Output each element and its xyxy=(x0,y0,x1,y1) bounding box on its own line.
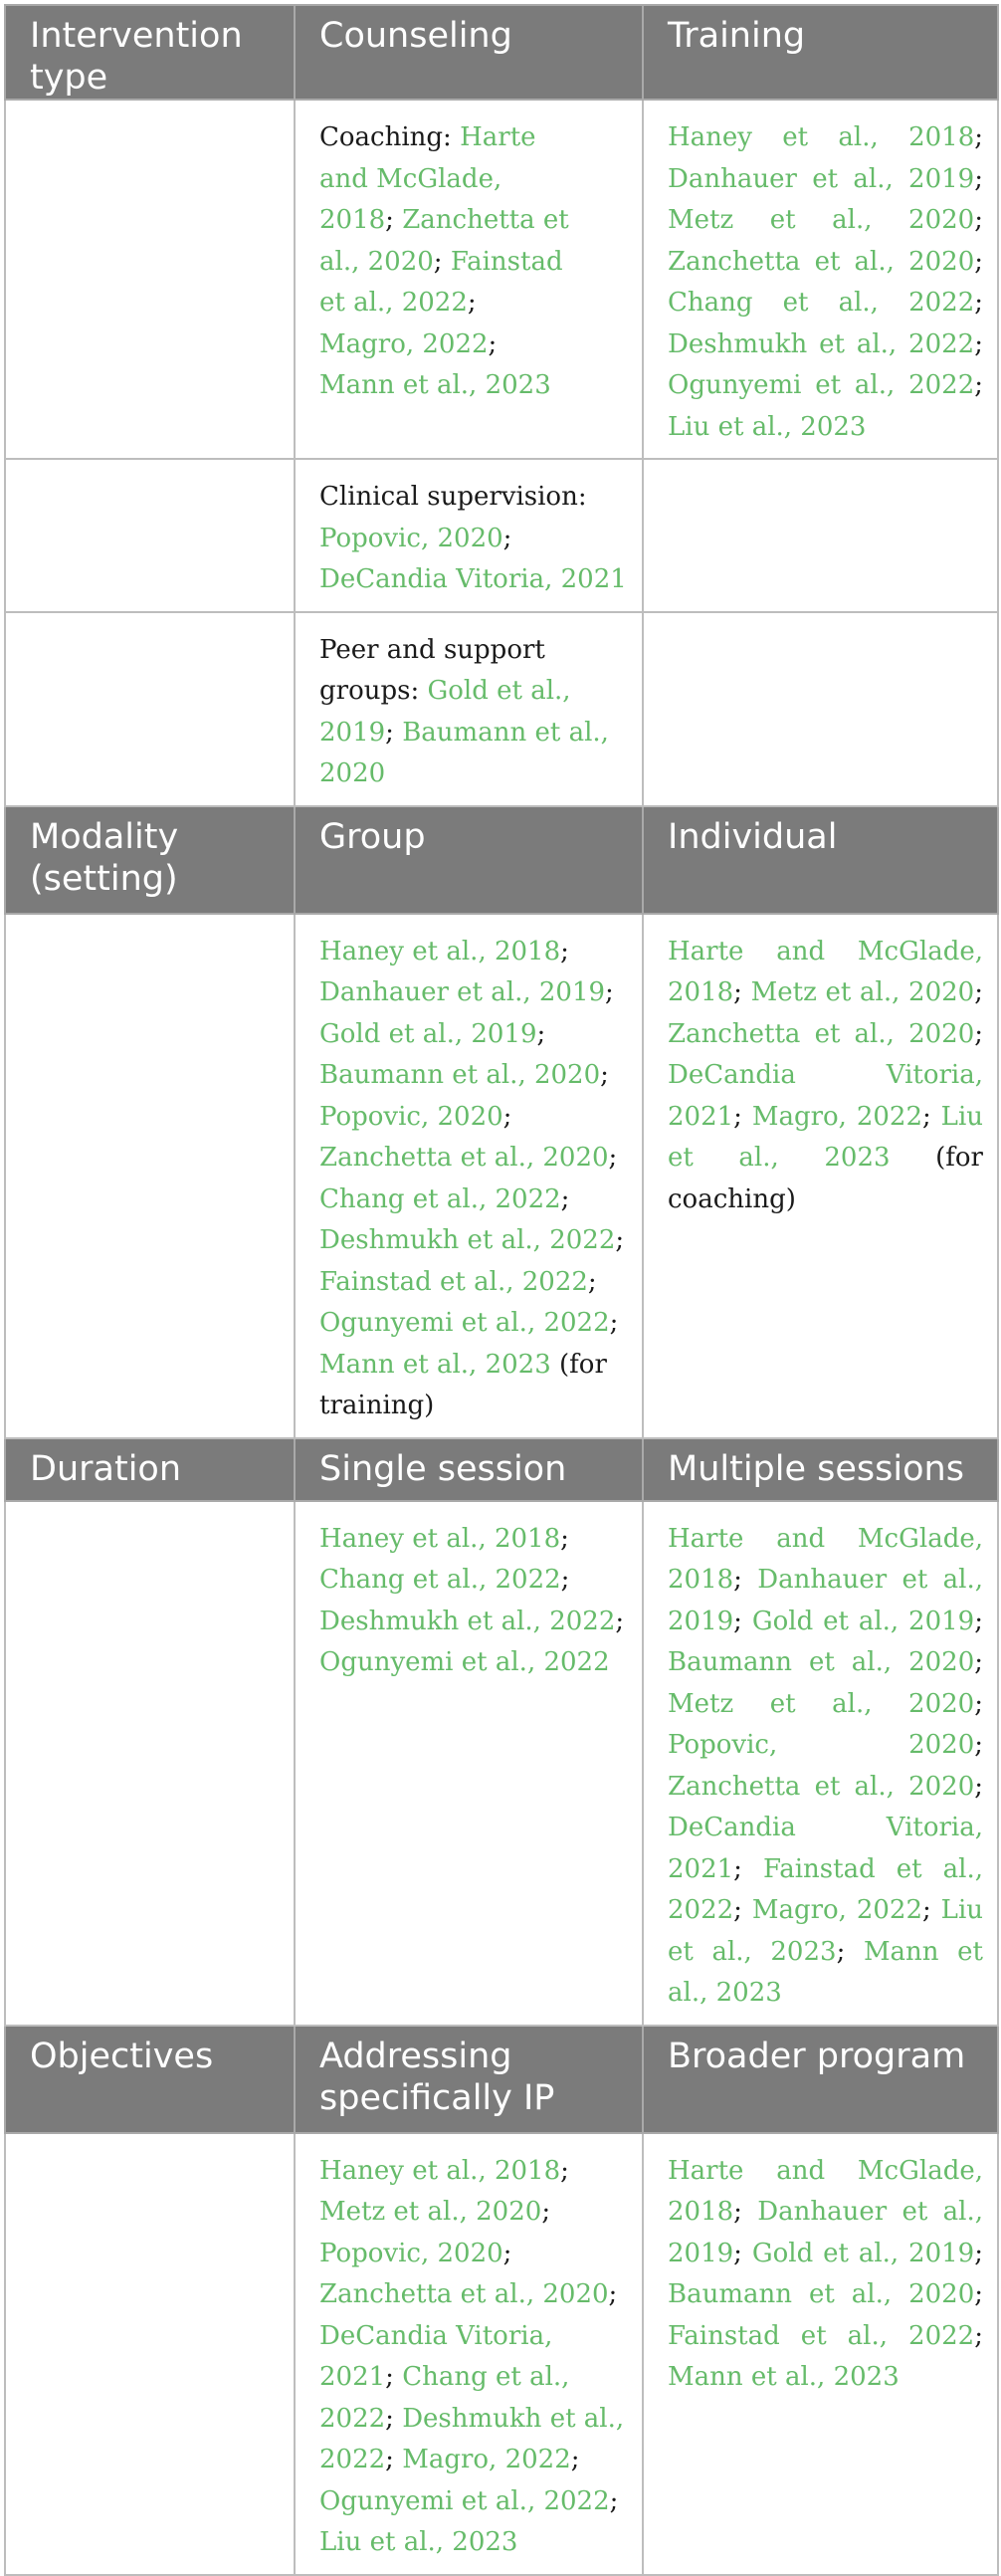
header-cell: Group xyxy=(295,806,643,914)
reference-link[interactable]: Zanchetta et al., 2020 xyxy=(668,246,975,277)
empty-cell xyxy=(5,459,295,612)
empty-cell xyxy=(5,1501,295,2026)
reference-link[interactable]: Harte and McGlade, 2018 xyxy=(668,1523,983,1595)
cell-label: Peer and support groups: xyxy=(319,634,545,706)
reference-link[interactable]: Liu et al., 2023 xyxy=(319,2527,518,2557)
header-cell: Intervention type xyxy=(5,5,295,100)
header-row-objectives xyxy=(5,2026,998,2133)
header-cell: Objectives xyxy=(5,2026,295,2133)
cell-addressing-ip: Haney et al., 2018; Metz et al., 2020; Popovic, 2020; Zanchetta et al., 2020; DeCandia Vitoria, 2021; Chang et al., 2022; Deshmukh et al., 2022; Magro, 2022; Ogunyemi et al., 2022; Liu et al., 2023 xyxy=(295,2133,643,2575)
reference-link[interactable]: Mann et al., 2023 xyxy=(319,1349,551,1380)
reference-link[interactable]: Baumann et al., 2020 xyxy=(319,1060,601,1090)
reference-link[interactable]: Liu et al., 2023 xyxy=(668,1895,983,1967)
reference-link[interactable]: Liu et al., 2023 xyxy=(668,411,867,442)
reference-link[interactable]: Harte and McGlade, 2018 xyxy=(668,2155,983,2227)
header-cell: Multiple sessions xyxy=(643,1438,998,1501)
cell-multiple-sessions: Harte and McGlade, 2018; Danhauer et al., 2019; Gold et al., 2019; Baumann et al., 2020; Metz et al., 2020; Popovic, 2020; Zanchetta et al., 2020; DeCandia Vitoria, 2021; Fainstad et al., 2022; Magro, 2022; Liu et al., 2023; Mann et al., 2023 xyxy=(643,1501,998,2026)
reference-link[interactable]: Popovic, 2020 xyxy=(319,2238,503,2268)
header-cell: Modality (setting) xyxy=(5,806,295,914)
reference-link[interactable]: Zanchetta et al., 2020 xyxy=(319,1143,609,1173)
reference-link[interactable]: Popovic, 2020 xyxy=(319,1101,503,1132)
reference-link[interactable]: Baumann et al., 2020 xyxy=(668,2279,975,2309)
reference-link[interactable]: DeCandia Vitoria, 2021 xyxy=(319,564,627,594)
reference-link[interactable]: DeCandia Vitoria, 2021 xyxy=(668,1813,983,1884)
reference-link[interactable]: Deshmukh et al., 2022 xyxy=(668,328,975,359)
cell-note: (for training) xyxy=(319,1349,607,1420)
reference-link[interactable]: Baumann et al., 2020 xyxy=(668,1647,975,1677)
cell-single-session: Haney et al., 2018; Chang et al., 2022; Deshmukh et al., 2022; Ogunyemi et al., 2022 xyxy=(295,1501,643,2026)
reference-link[interactable]: Ogunyemi et al., 2022 xyxy=(319,2485,610,2516)
reference-link[interactable]: Harte and McGlade, 2018 xyxy=(668,936,983,1007)
empty-cell xyxy=(5,612,295,806)
reference-link[interactable]: Danhauer et al., 2019 xyxy=(668,1565,983,1636)
reference-link[interactable]: Mann et al., 2023 xyxy=(668,1936,983,2008)
reference-link[interactable]: Haney et al., 2018 xyxy=(319,2155,561,2186)
reference-link[interactable]: Liu et al., 2023 xyxy=(668,1101,983,1173)
reference-link[interactable]: Magro, 2022 xyxy=(319,328,489,359)
reference-link[interactable]: Deshmukh et al., 2022 xyxy=(319,1225,616,1255)
header-cell: Counseling xyxy=(295,5,643,100)
header-cell: Individual xyxy=(643,806,998,914)
reference-link[interactable]: Haney et al., 2018 xyxy=(319,936,561,966)
reference-link[interactable]: Mann et al., 2023 xyxy=(319,370,551,400)
reference-link[interactable]: Zanchetta et al., 2020 xyxy=(668,1018,975,1049)
empty-cell xyxy=(643,612,998,806)
reference-link[interactable]: Danhauer et al., 2019 xyxy=(319,977,606,1007)
reference-link[interactable]: Danhauer et al., 2019 xyxy=(668,163,975,194)
coaching-text: Coaching: Harte and McGlade, 2018; Zanchetta et al., 2020; Fainstad et al., 2022; Magro, 2022; Mann et al., 2023 xyxy=(319,122,569,400)
table-row-duration xyxy=(5,1501,998,2026)
reference-link[interactable]: Magro, 2022 xyxy=(402,2445,571,2474)
empty-cell xyxy=(5,914,295,1438)
reference-link[interactable]: Zanchetta et al., 2020 xyxy=(668,1771,975,1802)
empty-cell xyxy=(5,100,295,459)
cell-note: (for coaching) xyxy=(668,1143,983,1214)
table-row-modality xyxy=(5,914,998,1438)
reference-link[interactable]: Haney et al., 2018 xyxy=(668,122,975,152)
reference-link[interactable]: Gold et al., 2019 xyxy=(319,1018,537,1049)
table-row-objectives xyxy=(5,2133,998,2575)
cell-training: Haney et al., 2018; Danhauer et al., 2019; Metz et al., 2020; Zanchetta et al., 2020; Chang et al., 2022; Deshmukh et al., 2022; Ogunyemi et al., 2022; Liu et al., 2023 xyxy=(643,100,998,459)
table-row-coaching xyxy=(5,100,998,459)
cell-label: Coaching: xyxy=(319,122,461,152)
header-cell: Training xyxy=(643,5,998,100)
reference-link[interactable]: Fainstad et al., 2022 xyxy=(668,2320,975,2351)
reference-link[interactable]: DeCandia Vitoria, 2021 xyxy=(668,1060,983,1132)
cell-peer-support: Peer and support groups: Gold et al., 2019; Baumann et al., 2020 xyxy=(295,612,643,806)
reference-link[interactable]: Danhauer et al., 2019 xyxy=(668,2197,983,2268)
header-row-modality xyxy=(5,806,998,914)
reference-link[interactable]: Zanchetta et al., 2020 xyxy=(319,2279,609,2309)
reference-link[interactable]: Gold et al., 2019 xyxy=(751,1606,975,1636)
reference-link[interactable]: Deshmukh et al., 2022 xyxy=(319,1606,616,1636)
reference-link[interactable]: Chang et al., 2022 xyxy=(319,1565,561,1595)
reference-link[interactable]: Gold et al., 2019 xyxy=(751,2238,975,2268)
table-row-clinical-supervision xyxy=(5,459,998,612)
cell-clinical-supervision: Clinical supervision: Popovic, 2020; DeCandia Vitoria, 2021 xyxy=(295,459,643,612)
reference-link[interactable]: Metz et al., 2020 xyxy=(319,2197,542,2227)
reference-link[interactable]: Fainstad et al., 2022 xyxy=(319,246,563,318)
reference-link[interactable]: Zanchetta et al., 2020 xyxy=(319,205,569,277)
cell-coaching xyxy=(295,100,643,459)
reference-link[interactable]: Magro, 2022 xyxy=(751,1101,923,1132)
cell-broader-program: Harte and McGlade, 2018; Danhauer et al., 2019; Gold et al., 2019; Baumann et al., 2020; Fainstad et al., 2022; Mann et al., 2023 xyxy=(643,2133,998,2575)
reference-link[interactable]: Chang et al., 2022 xyxy=(668,288,975,318)
header-cell: Duration xyxy=(5,1438,295,1501)
reference-link[interactable]: Chang et al., 2022 xyxy=(319,1183,561,1214)
empty-cell xyxy=(643,459,998,612)
reference-link[interactable]: Baumann et al., 2020 xyxy=(319,717,609,788)
reference-link[interactable]: Deshmukh et al., 2022 xyxy=(319,2403,625,2474)
reference-link[interactable]: Fainstad et al., 2022 xyxy=(668,1853,983,1925)
reference-link[interactable]: Metz et al., 2020 xyxy=(668,1688,975,1719)
header-cell: Single session xyxy=(295,1438,643,1501)
reference-link[interactable]: Haney et al., 2018 xyxy=(319,1523,561,1554)
reference-link[interactable]: Chang et al., 2022 xyxy=(319,2362,570,2434)
studies-table xyxy=(4,4,999,2576)
table-row-peer-support xyxy=(5,612,998,806)
reference-link[interactable]: DeCandia Vitoria, 2021 xyxy=(319,2320,553,2392)
header-cell: Addressing specifically IP xyxy=(295,2026,643,2133)
reference-link[interactable]: Gold et al., 2019 xyxy=(319,676,571,748)
header-cell: Broader program xyxy=(643,2026,998,2133)
reference-link[interactable]: Metz et al., 2020 xyxy=(668,205,975,235)
cell-group: Haney et al., 2018; Danhauer et al., 2019; Gold et al., 2019; Baumann et al., 2020; Popovic, 2020; Zanchetta et al., 2020; Chang et al., 2022; Deshmukh et al., 2022; Fainstad et al., 2022; Ogunyemi et al., 2022; Mann et al., 2023 (for training) xyxy=(295,914,643,1438)
reference-link[interactable]: Popovic, 2020 xyxy=(668,1730,975,1760)
reference-link[interactable]: Metz et al., 2020 xyxy=(750,977,975,1007)
empty-cell xyxy=(5,2133,295,2575)
reference-link[interactable]: Popovic, 2020 xyxy=(319,523,503,553)
reference-link[interactable]: Ogunyemi et al., 2022 xyxy=(319,1308,610,1338)
reference-link[interactable]: Mann et al., 2023 xyxy=(668,2362,900,2392)
reference-link[interactable]: Ogunyemi et al., 2022 xyxy=(668,370,975,400)
reference-link[interactable]: Magro, 2022 xyxy=(751,1895,923,1925)
header-row-duration xyxy=(5,1438,998,1501)
cell-individual: Harte and McGlade, 2018; Metz et al., 2020; Zanchetta et al., 2020; DeCandia Vitoria, 2021; Magro, 2022; Liu et al., 2023 (for coaching) xyxy=(643,914,998,1438)
header-row-intervention-type xyxy=(5,5,998,100)
reference-link[interactable]: Ogunyemi et al., 2022 xyxy=(319,1647,610,1677)
reference-link[interactable]: Fainstad et al., 2022 xyxy=(319,1266,588,1297)
cell-label: Clinical supervision: xyxy=(319,482,587,512)
reference-link[interactable]: Harte and McGlade, 2018 xyxy=(319,122,536,235)
